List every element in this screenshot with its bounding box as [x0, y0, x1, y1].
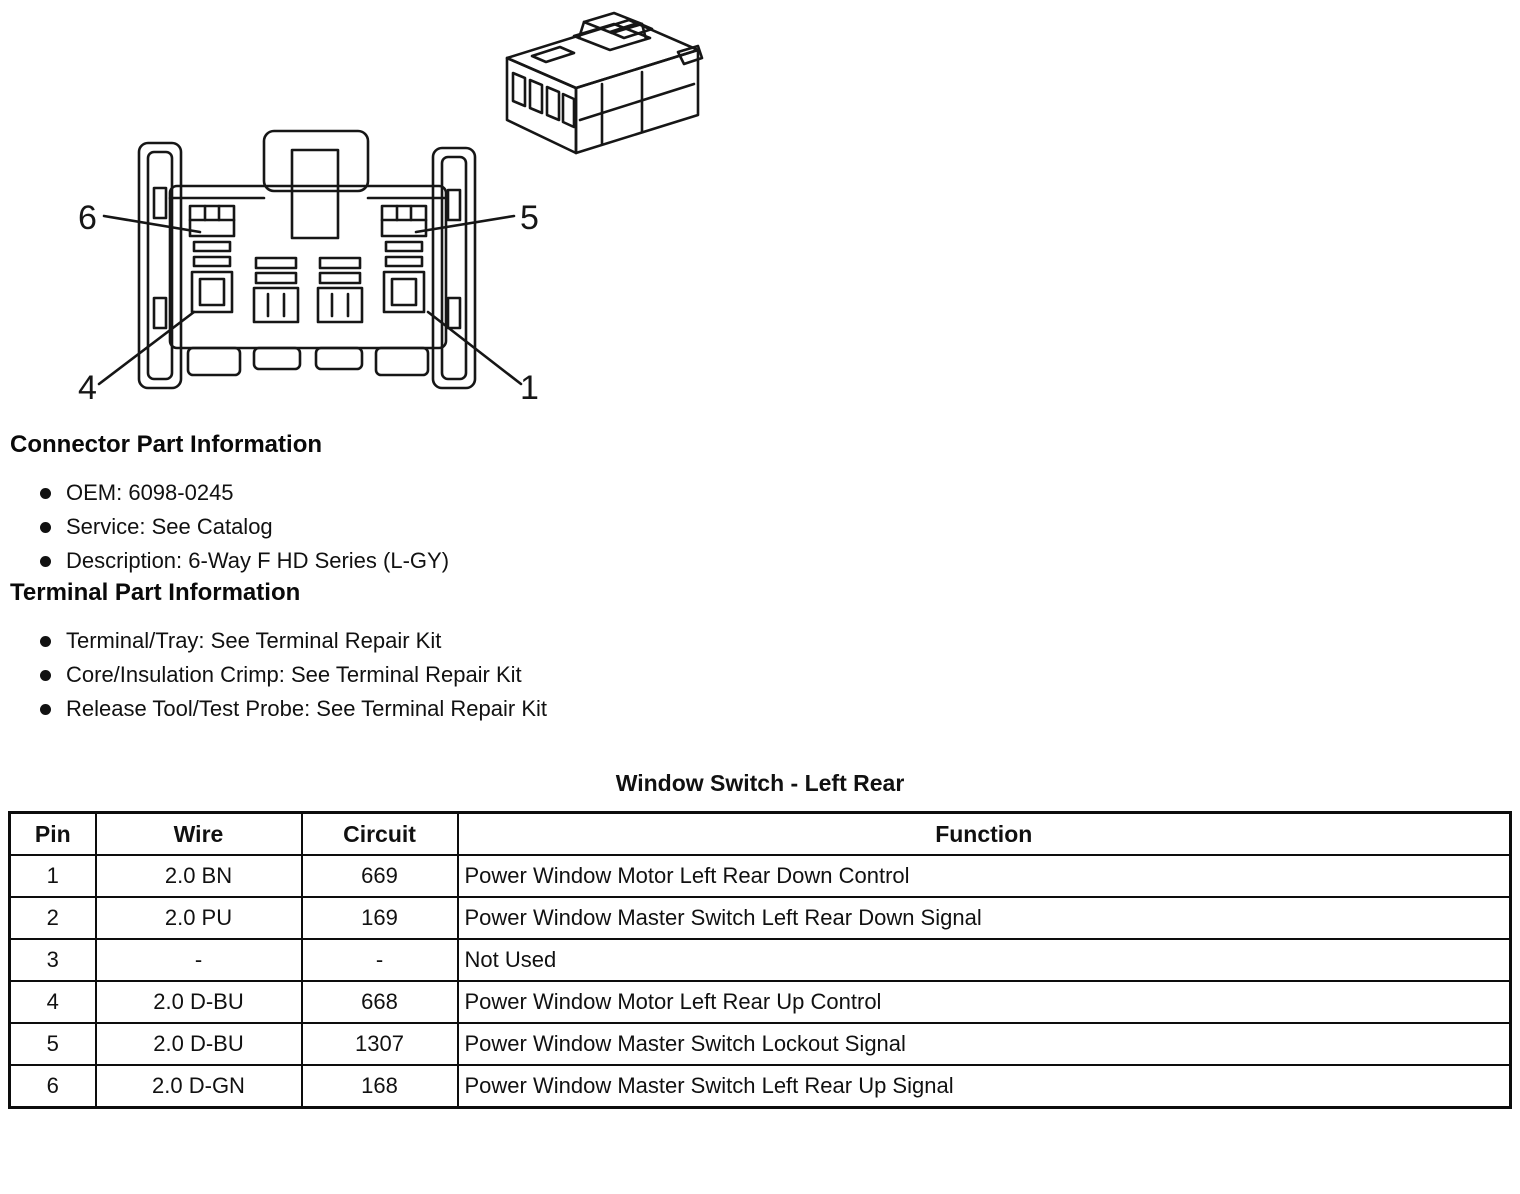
connector-front-view [139, 131, 475, 388]
pinout-table-header [10, 813, 1511, 856]
cell-function: Power Window Master Switch Left Rear Down Signal [458, 897, 1511, 939]
pinout-table-title: Window Switch - Left Rear [615, 770, 905, 796]
callout-label-4: 4 [78, 369, 97, 407]
top-lock-tab [264, 131, 368, 238]
callout-line-6 [104, 216, 200, 232]
bullet-dot-icon [40, 522, 51, 533]
pinout-table-body [10, 855, 1511, 1108]
col-header-pin: Pin [10, 813, 96, 856]
terminal-column-left [190, 206, 234, 312]
callout-label-6: 6 [78, 199, 97, 237]
cell-function: Power Window Master Switch Left Rear Up Signal [458, 1065, 1511, 1108]
col-header-wire: Wire [96, 813, 302, 856]
cell-pin: 5 [10, 1023, 96, 1065]
list-item-terminal-tray [40, 624, 1520, 658]
list-item-text: Service: See Catalog [66, 514, 273, 539]
cell-circuit: 668 [302, 981, 458, 1023]
list-item-core-crimp [40, 658, 1520, 692]
cell-circuit: 669 [302, 855, 458, 897]
bullet-dot-icon [40, 556, 51, 567]
cell-pin: 4 [10, 981, 96, 1023]
list-item-description [40, 544, 1520, 578]
bullet-dot-icon [40, 636, 51, 647]
cell-function: Power Window Master Switch Lockout Signal [458, 1023, 1511, 1065]
terminal-part-info-heading: Terminal Part Information [10, 579, 301, 606]
list-item-text: OEM: 6098-0245 [66, 480, 234, 505]
callout-label-5: 5 [520, 199, 539, 237]
bullet-dot-icon [40, 670, 51, 681]
lock-tab-3d [574, 24, 650, 50]
cell-circuit: 1307 [302, 1023, 458, 1065]
cell-pin: 2 [10, 897, 96, 939]
list-item-oem [40, 476, 1520, 510]
cell-pin: 6 [10, 1065, 96, 1108]
cell-wire: 2.0 D-GN [96, 1065, 302, 1108]
left-mounting-bracket [139, 143, 181, 388]
cell-circuit: 169 [302, 897, 458, 939]
table-row [10, 855, 1511, 897]
list-item-release-tool [40, 692, 1520, 726]
connector-line-drawing [2, 0, 762, 430]
list-item-text: Description: 6-Way F HD Series (L-GY) [66, 548, 450, 573]
connector-part-info-list [40, 476, 1520, 578]
right-mounting-bracket [433, 148, 475, 388]
cell-wire: - [96, 939, 302, 981]
list-item-text: Release Tool/Test Probe: See Terminal Repair Kit [66, 696, 547, 721]
cell-pin: 1 [10, 855, 96, 897]
cell-pin: 3 [10, 939, 96, 981]
connector-part-info-heading: Connector Part Information [10, 431, 323, 458]
cell-function: Not Used [458, 939, 1511, 981]
cell-wire: 2.0 BN [96, 855, 302, 897]
list-item-text: Terminal/Tray: See Terminal Repair Kit [66, 628, 442, 653]
header-row [10, 813, 1511, 856]
terminal-cavity-mid-right [318, 258, 362, 322]
table-row [10, 1065, 1511, 1108]
list-item-service [40, 510, 1520, 544]
table-row [10, 981, 1511, 1023]
terminal-part-info-list [40, 624, 1520, 726]
cell-wire: 2.0 D-BU [96, 1023, 302, 1065]
table-row [10, 897, 1511, 939]
cell-circuit: - [302, 939, 458, 981]
col-header-circuit: Circuit [302, 813, 458, 856]
bullet-dot-icon [40, 488, 51, 499]
cell-wire: 2.0 PU [96, 897, 302, 939]
cell-function: Power Window Motor Left Rear Down Control [458, 855, 1511, 897]
terminal-column-right [382, 206, 426, 312]
table-row [10, 1023, 1511, 1065]
cell-wire: 2.0 D-BU [96, 981, 302, 1023]
col-header-function: Function [458, 813, 1511, 856]
terminal-cavity-mid-left [254, 258, 298, 322]
list-item-text: Core/Insulation Crimp: See Terminal Repair Kit [66, 662, 522, 687]
callout-label-1: 1 [520, 369, 539, 407]
cell-circuit: 168 [302, 1065, 458, 1108]
connector-3d-view [507, 13, 702, 153]
pinout-table [8, 811, 1512, 1109]
connector-diagram [0, 0, 1520, 430]
table-row [10, 939, 1511, 981]
cell-function: Power Window Motor Left Rear Up Control [458, 981, 1511, 1023]
bullet-dot-icon [40, 704, 51, 715]
